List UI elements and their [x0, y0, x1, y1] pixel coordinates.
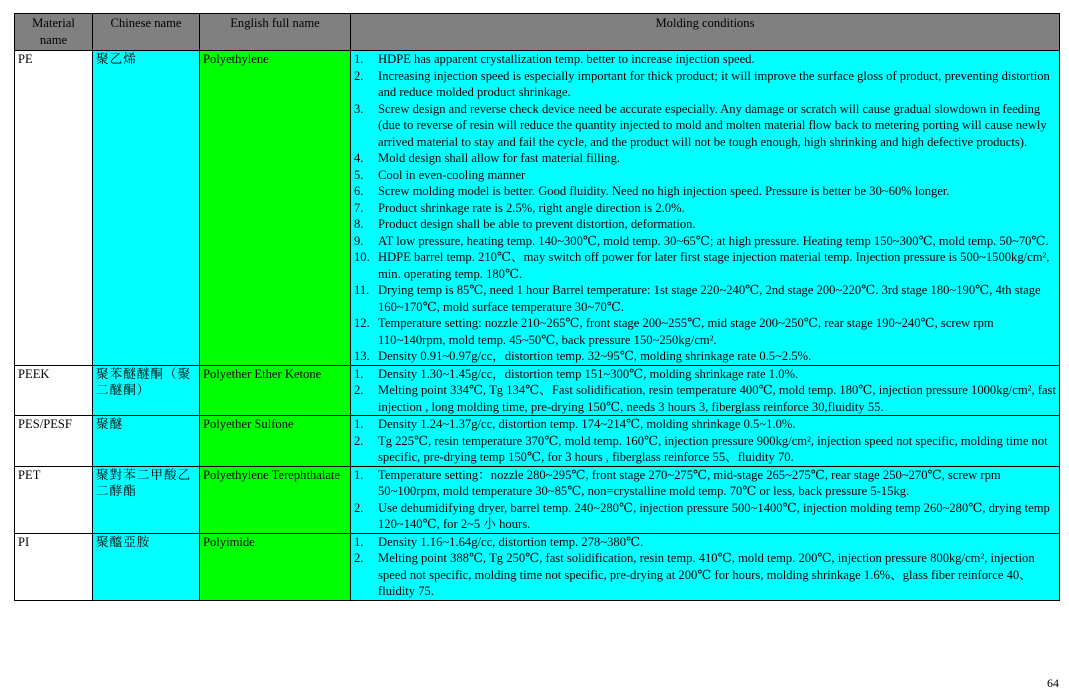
condition-number: 9. — [354, 233, 364, 248]
condition-number: 5. — [354, 167, 364, 182]
chinese-name-cell: 聚醚 — [93, 416, 200, 467]
condition-text: Temperature setting: nozzle 210~265℃, front stage 200~255℃, mid stage 200~250℃, rear stage 190~240℃, screw rpm 110~140rpm, mold temp. 45~50℃, back pressure 150~250kg/cm². — [378, 316, 994, 347]
condition-text: Cool in even-cooling manner — [378, 167, 526, 182]
english-name-cell: Polyether Ether Ketone — [200, 365, 351, 416]
condition-item — [351, 366, 1056, 383]
molding-conditions-table — [14, 13, 1060, 601]
condition-item — [351, 467, 1056, 500]
condition-item — [351, 315, 1056, 348]
english-name-cell: Polyethylene Terephthalate — [200, 466, 351, 533]
condition-text: Increasing injection speed is especially important for thick product; it will improve the surface gloss of product, preventing distortion and reduce molded product shrinkage. — [378, 68, 1050, 99]
table-row — [15, 416, 1060, 467]
condition-text: Density 0.91~0.97g/cc，distortion temp. 32~95℃, molding shrinkage rate 0.5~2.5%. — [378, 349, 812, 363]
header-english-name: English full name — [200, 14, 351, 51]
condition-number: 2. — [354, 68, 364, 83]
condition-number: 1. — [354, 534, 364, 549]
condition-number: 7. — [354, 200, 364, 215]
condition-text: Melting point 334℃, Tg 134℃、Fast solidification, resin temperature 400℃, mold temp. 180℃, injection pressure 1000kg/cm², fast injection , long molding time, pre-drying 150℃, needs 3 hours 3, fiberglass reinforce 30,fluidity 55. — [378, 383, 1056, 414]
conditions-cell — [351, 416, 1060, 467]
conditions-list — [351, 467, 1056, 533]
condition-item — [351, 534, 1056, 551]
condition-number: 2. — [354, 551, 364, 565]
conditions-cell — [351, 365, 1060, 416]
condition-item — [351, 200, 1056, 217]
condition-number: 1. — [354, 467, 364, 482]
condition-number: 11. — [354, 283, 370, 297]
condition-text: Mold design shall allow for fast material filling. — [378, 151, 621, 165]
material-cell: PES/PESF — [15, 416, 93, 467]
table-row — [15, 51, 1060, 366]
material-cell: PE — [15, 51, 93, 366]
condition-item — [351, 249, 1056, 282]
english-name-cell: Polyimide — [200, 533, 351, 600]
conditions-list — [351, 366, 1056, 416]
conditions-list — [351, 51, 1056, 365]
condition-number: 6. — [354, 184, 364, 198]
condition-item — [351, 348, 1056, 365]
condition-item — [351, 51, 1056, 68]
condition-item — [351, 183, 1056, 200]
condition-number: 1. — [354, 417, 364, 431]
page-number: 64 — [1047, 676, 1059, 690]
condition-text: Drying temp is 85℃, need 1 hour Barrel temperature: 1st stage 220~240℃, 2nd stage 200~220℃. 3rd stage 180~190℃, 4th stage 160~170℃, mold surface temperature 30~70℃. — [378, 283, 1041, 314]
table-body — [15, 51, 1060, 601]
english-name-cell: Polyethylene — [200, 51, 351, 366]
condition-number: 10. — [354, 250, 370, 264]
condition-item — [351, 150, 1056, 167]
condition-text: Product shrinkage rate is 2.5%, right angle direction is 2.0%. — [378, 200, 685, 215]
conditions-list — [351, 534, 1056, 600]
condition-number: 2. — [354, 383, 364, 397]
condition-text: Temperature setting：nozzle 280~295℃, front stage 270~275℃, mid-stage 265~275℃, rear stage 250~270℃, screw rpm 50~100rpm, mold temperature 30~85℃, non=crystalline mold temp. 70℃ or less, back pressure 5-15kg. — [378, 467, 1001, 498]
condition-text: Density 1.30~1.45g/cc，distortion temp 151~300℃, molding shrinkage rate 1.0%. — [378, 366, 799, 381]
condition-item — [351, 68, 1056, 101]
condition-text: Tg 225℃, resin temperature 370℃, mold temp. 160℃, injection pressure 900kg/cm², injection speed not specific, molding time not specific, pre-drying temp 150℃, for 3 hours , fiberglass reinforce 55、fluidity 70. — [378, 433, 1048, 464]
chinese-name-cell: 聚對苯二甲酸乙二酵酯 — [93, 466, 200, 533]
english-name-cell: Polyether Sulfone — [200, 416, 351, 467]
condition-item — [351, 101, 1056, 151]
condition-text: Screw molding model is better. Good fluidity. Need no high injection speed. Pressure is better be 30~60% longer. — [378, 184, 950, 198]
table-row — [15, 365, 1060, 416]
condition-item — [351, 167, 1056, 184]
material-cell: PET — [15, 466, 93, 533]
condition-text: HDPE barrel temp. 210℃、may switch off power for later first stage injection material temp. Injection pressure is 500~1500kg/cm², min. operating temp. 180℃. — [378, 250, 1050, 281]
table-row — [15, 466, 1060, 533]
condition-item — [351, 282, 1056, 315]
condition-number: 1. — [354, 52, 364, 66]
conditions-cell — [351, 466, 1060, 533]
condition-text: AT low pressure, heating temp. 140~300℃, mold temp. 30~65℃; at high pressure. Heating temp 150~300℃, mold temp. 50~70℃. — [378, 233, 1049, 248]
header-material-name: Material name — [15, 14, 93, 51]
material-cell: PI — [15, 533, 93, 600]
material-cell: PEEK — [15, 365, 93, 416]
condition-item — [351, 416, 1056, 433]
conditions-cell — [351, 51, 1060, 366]
condition-item — [351, 382, 1056, 415]
condition-number: 1. — [354, 366, 364, 381]
conditions-list — [351, 416, 1056, 466]
condition-text: Density 1.16~1.64g/cc, distortion temp. 278~380℃. — [378, 534, 644, 549]
condition-number: 2. — [354, 500, 364, 515]
condition-number: 3. — [354, 101, 364, 116]
condition-number: 12. — [354, 316, 370, 330]
condition-item — [351, 216, 1056, 233]
condition-number: 4. — [354, 151, 364, 165]
header-row — [15, 14, 1060, 51]
condition-text: Density 1.24~1.37g/cc, distortion temp. 174~214℃, molding shrinkage 0.5~1.0%. — [378, 417, 796, 431]
condition-number: 2. — [354, 433, 364, 448]
condition-text: Use dehumidifying dryer, barrel temp. 240~280℃, injection pressure 500~1400℃, injection molding temp 260~280℃, drying temp 120~140℃, for 2~5 小 hours. — [378, 500, 1050, 531]
condition-text: Melting point 388℃, Tg 250℃, fast solidification, resin temp. 410℃, mold temp. 200℃, injection pressure 800kg/cm², injection speed not specific, molding time not specific, pre-drying at 200℃ for hours, molding shrinkage 1.6%、glass fiber reinforce 40、fluidity 75. — [378, 551, 1035, 598]
table-row — [15, 533, 1060, 600]
condition-text: Product design shall be able to prevent distortion, deformation. — [378, 217, 696, 231]
chinese-name-cell: 聚醯亞胺 — [93, 533, 200, 600]
condition-text: HDPE has apparent crystallization temp. better to increase injection speed. — [378, 52, 755, 66]
condition-item — [351, 233, 1056, 250]
condition-item — [351, 433, 1056, 466]
chinese-name-cell: 聚苯醚醚酮（聚二醚酮） — [93, 365, 200, 416]
header-molding-conditions: Molding conditions — [351, 14, 1060, 51]
condition-item — [351, 500, 1056, 533]
conditions-cell — [351, 533, 1060, 600]
condition-number: 13. — [354, 349, 370, 363]
condition-text: Screw design and reverse check device need be accurate especially. Any damage or scratch will cause gradual slowdown in feeding (due to reverse of resin will reduce the quantity injected to mold and molten material flow back to metering porting will cause newly arrived material to stay and fail the cycle, and the product will not be tough enough, high shrinking and high defective products). — [378, 101, 1047, 149]
header-chinese-name: Chinese name — [93, 14, 200, 51]
chinese-name-cell: 聚乙烯 — [93, 51, 200, 366]
condition-number: 8. — [354, 217, 364, 231]
condition-item — [351, 550, 1056, 600]
